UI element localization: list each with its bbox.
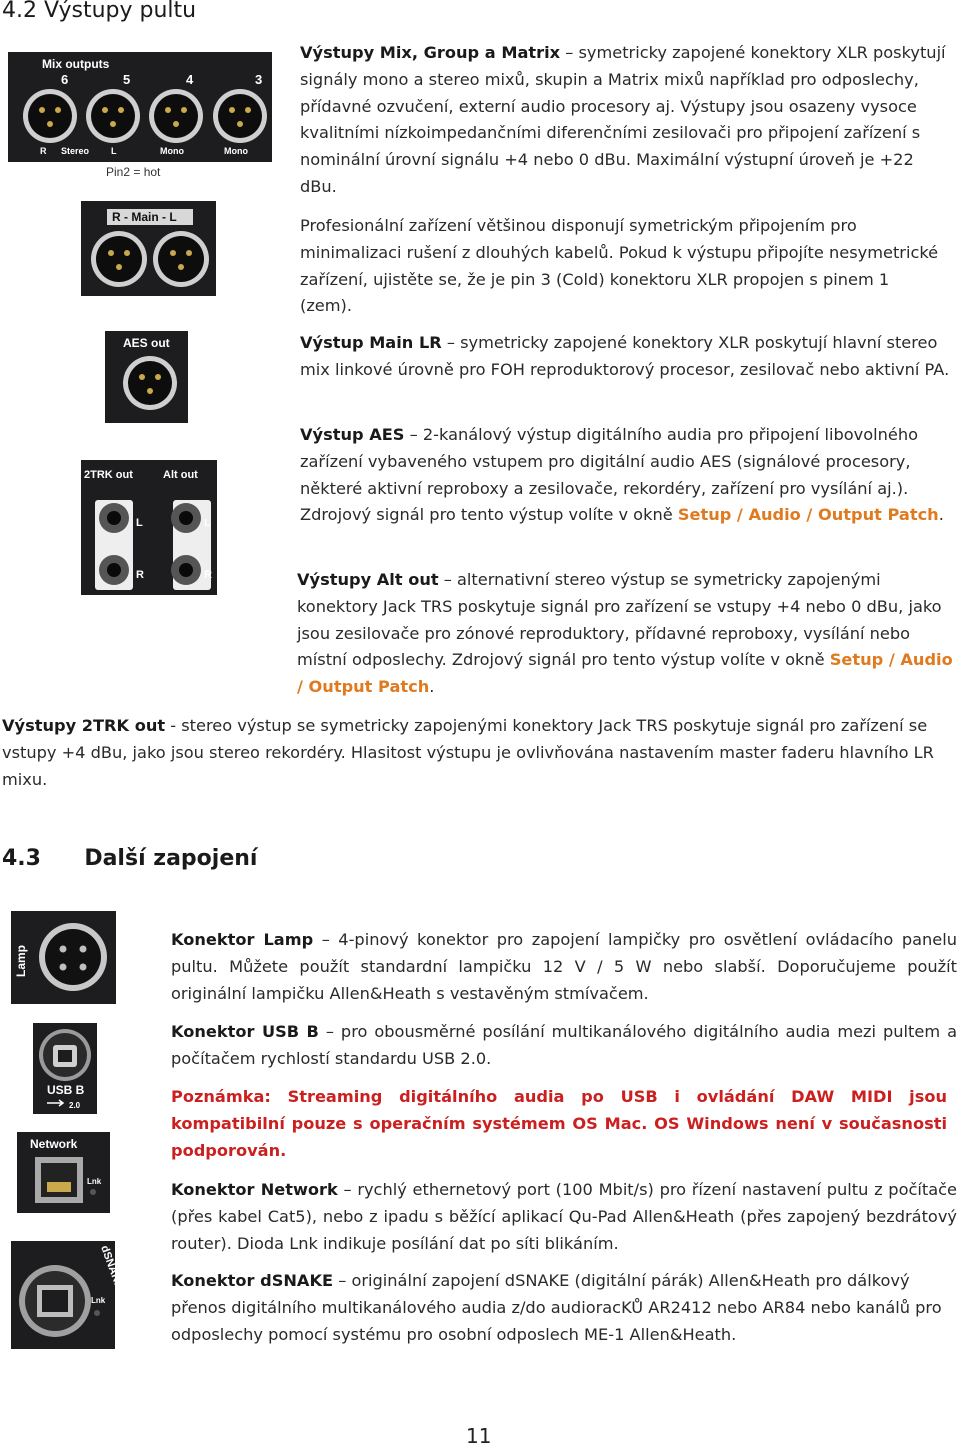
lnk-led-icon: [90, 1189, 96, 1195]
jack-alt-l-label: L: [204, 517, 211, 529]
para-end: .: [938, 505, 944, 525]
para-text: – 2-kanálový výstup digitálního audia pro připojení libovolného zařízení vybaveného vstupem pro digitální audio AES (signálové procesory, některé aktivní reproboxy a zesilovače, rekordéry, zařízení pro vysílání aj.). Zdrojový signál pro tento výstup volíte v okně: [300, 425, 919, 525]
para-text: – originální zapojení dSNAKE (digitální párák) Allen&Heath pro dálkový přenos digitálního multikanálového audia z/do audioracKŮ AR2412 nebo AR84 nebo kanálů pro odposlechy pomocí systému pro osobní odposlech ME-1 Allen&Heath.: [171, 1271, 942, 1344]
main-label: R - Main - L: [112, 210, 177, 224]
dsnake-led-icon: [94, 1310, 100, 1316]
dsnake-lnk-label: Lnk: [91, 1296, 106, 1305]
para-bold: Konektor dSNAKE: [171, 1271, 334, 1290]
section-heading-4-3: [2, 846, 257, 871]
para-bold: Konektor Network: [171, 1180, 338, 1199]
para-bold: Konektor USB B: [171, 1022, 319, 1041]
lamp-label: Lamp: [14, 944, 28, 977]
dsnake-label: dSNAKE: [98, 1243, 125, 1291]
paragraph-2trk-out: [2, 713, 952, 793]
paragraph-dsnake: [171, 1268, 957, 1348]
para-end: .: [429, 677, 435, 697]
paragraph-aes: [300, 422, 950, 529]
xlr-connector-6: [23, 89, 77, 143]
jack-2trk-r-label: R: [136, 569, 144, 581]
jack-label-2trk: 2TRK out: [84, 469, 133, 481]
jack-2trk-l: [99, 503, 129, 533]
page-number: 11: [466, 1424, 492, 1448]
para-text: – symetricky zapojené konektory XLR poskytují signály mono a stereo mixů, skupin a Matrix mixů například pro odposlechy, přídavné ozvučení, externí audio procesory aj. Výstupy jsou osazeny vysoce kvalitními nízkoimpedančními diferenčními zesilovači pro připojení zařízení s nominální úrovní signálu +4 nebo 0 dBu. Maximální výstupní úroveň je +22 dBu.: [300, 43, 946, 196]
para-text: Profesionální zařízení většinou disponují symetrickým připojením pro minimalizaci rušení z dlouhých kabelů. Pokud k výstupu připojíte nesymetrické zařízení, ujistěte se, že je pin 3 (Cold) konektoru XLR propojen s pinem 1 (zem).: [300, 216, 939, 316]
output-patch-link[interactable]: Setup / Audio / Output Patch: [677, 505, 939, 525]
para-text: – 4-pinový konektor pro zapojení lampičky pro osvětlení ovládacího panelu pultu. Můžete použít standardní lampičku 12 V / 5 W nebo slabší. Doporučujeme použít originální lampičku Allen&Heath s vestavěným stmívačem.: [171, 930, 957, 1003]
usb-connector-photo: [33, 1023, 97, 1114]
para-text: - stereo výstup se symetricky zapojenými konektory Jack TRS poskytuje signál pro zařízení se vstupy +4 dBu, jako jsou stereo rekordéry. Hlasitost výstupu je ovlivňována nastavením master faderu hlavního LR mixu.: [2, 716, 934, 789]
pin-caption: Pin2 = hot: [106, 165, 161, 179]
mix-sub-mono-2: Mono: [224, 146, 248, 156]
mix-number-6: 6: [61, 72, 69, 87]
paragraph-usb: [171, 1019, 957, 1073]
paragraph-note: [171, 1084, 947, 1164]
paragraph-alt-out: [297, 567, 957, 701]
aes-label: AES out: [123, 336, 170, 350]
jack-outputs-photo: [81, 460, 217, 595]
mix-number-5: 5: [123, 72, 131, 87]
lamp-connector-photo: [11, 911, 116, 1004]
xlr-connector-3: [213, 89, 267, 143]
dsnake-connector-photo: [11, 1241, 125, 1349]
usb-label: USB B: [47, 1083, 85, 1097]
mix-number-4: 4: [186, 72, 194, 87]
main-outputs-photo: [81, 201, 216, 296]
mix-outputs-illustration: [8, 52, 272, 162]
jack-alt-l: [171, 503, 201, 533]
para-text: – alternativní stereo výstup se symetricky zapojenými konektory Jack TRS poskytuje signál pro zařízení se vstupy +4 nebo 0 dBu, jako jsou zesilovače pro zónové reproduktory, přídavné reproboxy, vysílání nebo místní odposlechy. Zdrojový signál pro tento výstup volíte v okně: [297, 570, 942, 670]
paragraph-professional-devices: [300, 213, 940, 320]
mix-sub-l: L: [111, 146, 117, 156]
paragraph-mix-group-matrix: [300, 40, 950, 201]
para-bold: Výstup AES: [300, 425, 405, 444]
section-title: Další zapojení: [84, 846, 258, 871]
xlr-connector-4: [149, 89, 203, 143]
mix-outputs-label: Mix outputs: [42, 57, 110, 71]
xlr-aes-connector: [123, 356, 177, 410]
xlr-connector-5: [86, 89, 140, 143]
section-title: Výstupy pultu: [44, 0, 197, 23]
section-heading-4-2: [2, 0, 196, 23]
mix-outputs-photo: [8, 52, 272, 162]
para-bold: Výstupy 2TRK out: [2, 716, 166, 735]
jack-label-alt: Alt out: [163, 469, 198, 481]
output-patch-link[interactable]: Setup / Audio / Output Patch: [297, 650, 953, 697]
jack-2trk-r: [99, 555, 129, 585]
aes-out-photo: [105, 331, 188, 423]
network-label: Network: [30, 1137, 78, 1151]
paragraph-lamp: [171, 927, 957, 1007]
mix-sub-stereo: Stereo: [61, 146, 90, 156]
jack-2trk-l-label: L: [136, 517, 143, 529]
jack-alt-r-label: R: [204, 569, 212, 581]
para-text: – rychlý ethernetový port (100 Mbit/s) pro řízení nastavení pultu z počítače (přes kabel Cat5), nebo z ipadu s běžící aplikací Qu-Pad Allen&Heath (přes zapojený bezdrátový router). Dioda Lnk indikuje posílání dat po síti blikáním.: [171, 1180, 958, 1253]
para-bold: Výstup Main LR: [300, 333, 442, 352]
mix-number-3: 3: [255, 72, 263, 87]
paragraph-main-lr: [300, 330, 950, 384]
section-number: 4.3: [2, 846, 41, 871]
section-number: 4.2: [2, 0, 37, 23]
para-text: – pro obousměrné posílání multikanálového digitálního audia mezi pultem a počítačem rychlostí standardu USB 2.0.: [171, 1022, 957, 1068]
para-bold: Konektor Lamp: [171, 930, 314, 949]
para-bold: Výstupy Mix, Group a Matrix: [300, 43, 561, 62]
mix-sub-mono-1: Mono: [160, 146, 184, 156]
usb-sub-label: 2.0: [69, 1101, 81, 1110]
xlr-main-l-connector: [153, 231, 209, 287]
mix-sub-r: R: [40, 146, 47, 156]
network-connector-photo: [17, 1132, 110, 1213]
note-text: Poznámka: Streaming digitálního audia po USB i ovládání DAW MIDI jsou kompatibilní pouze s operačním systémem OS Mac. OS Windows není v současnosti podporován.: [171, 1087, 947, 1160]
para-text: – symetricky zapojené konektory XLR poskytují hlavní stereo mix linkové úrovně pro FOH reproduktorový procesor, zesilovač nebo aktivní PA.: [300, 333, 950, 379]
xlr-main-r-connector: [91, 231, 147, 287]
network-lnk-label: Lnk: [87, 1177, 102, 1186]
para-bold: Výstupy Alt out: [297, 570, 439, 589]
jack-alt-r: [171, 555, 201, 585]
lamp-xlr-connector: [39, 923, 107, 991]
paragraph-network: [171, 1177, 957, 1257]
